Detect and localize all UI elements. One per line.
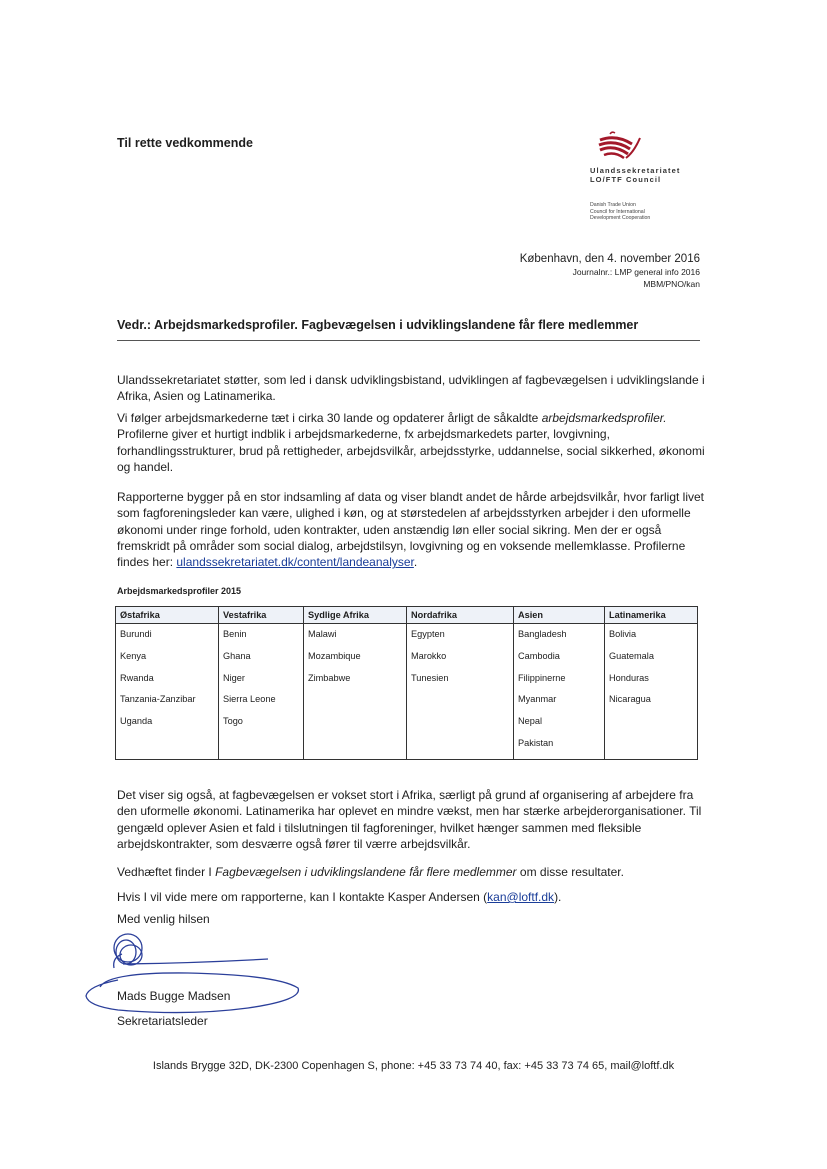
country-item: Bangladesh xyxy=(518,629,567,639)
signature-icon xyxy=(78,928,308,1018)
logo-sub-line: Development Cooperation xyxy=(590,215,651,222)
footer-address: Islands Brygge 32D, DK-2300 Copenhagen S, phone: +45 33 73 74 40, fax: +45 33 73 74 65, mail@loftf.dk xyxy=(152,1060,675,1072)
date-block xyxy=(520,252,700,290)
paragraph-text: Vedhæftet finder I xyxy=(117,865,216,879)
table-cell-vestafrika xyxy=(219,624,304,760)
table-cell-asien xyxy=(514,624,605,760)
country-item: Burundi xyxy=(120,629,152,639)
table-header-row xyxy=(116,607,698,624)
landeanalyser-link[interactable]: ulandssekretariatet.dk/content/landeanalyser xyxy=(176,555,414,570)
signer-title: Sekretariatsleder xyxy=(117,1014,208,1028)
logo-mark-icon xyxy=(596,130,644,164)
paragraph-text: ). xyxy=(554,890,562,904)
country-item: Tanzania-Zanzibar xyxy=(120,694,196,705)
country-item: Egypten xyxy=(411,629,445,639)
table-header-cell: Sydlige Afrika xyxy=(304,607,407,624)
paragraph-text: Rapporterne bygger på en stor indsamling af data og viser blandt andet de hårde arbejdsvilkår, hvor farligt livet som fagforeningsleder kan være, ulighed i køn, og at størstedelen af arbejdsstyrken arbejder i den uformelle økonomi under ringe forhold, uden kontrakter, uden anstændig løn eller social sikring. Men der er også fremskridt på områder som social dialog, arbejdstilsyn, lovgivning og en voksende mellemklasse. Profilerne findes her: xyxy=(117,490,705,570)
paragraph-text: . xyxy=(413,555,418,570)
table-title: Arbejdsmarkedsprofiler 2015 xyxy=(117,586,242,596)
paragraph-text: Vi følger arbejdsmarkederne tæt i cirka 30 lande og opdaterer årligt de såkaldte xyxy=(117,411,542,425)
table-cell-oestafrika xyxy=(116,624,219,760)
paragraph-reports xyxy=(117,489,707,570)
country-item: Honduras xyxy=(609,672,649,683)
logo-sub-line: Danish Trade Union xyxy=(590,202,636,208)
greeting: Til rette vedkommende xyxy=(117,136,253,150)
country-item: Pakistan xyxy=(518,737,554,748)
paragraph-italic-text: arbejdsmarkedsprofiler. xyxy=(541,411,667,425)
paragraph-attachment xyxy=(117,864,707,880)
subject-line: Vedr.: Arbejdsmarkedsprofiler. Fagbevægelsen i udviklingslandene får flere medlemmer xyxy=(117,318,639,332)
logo-sub-line: Council for International xyxy=(590,208,645,215)
table-header-cell: Østafrika xyxy=(116,607,219,624)
country-item: Nepal xyxy=(518,716,543,727)
table-cell-latinamerika xyxy=(605,624,698,760)
closing-salutation: Med venlig hilsen xyxy=(117,912,210,926)
country-item: Bolivia xyxy=(609,629,637,639)
country-item: Ghana xyxy=(223,650,251,661)
table-header-cell: Latinamerika xyxy=(605,607,698,624)
paragraph-profiles xyxy=(117,410,707,475)
country-item: Cambodia xyxy=(518,650,560,661)
country-item: Uganda xyxy=(120,716,153,727)
country-item: Zimbabwe xyxy=(308,672,351,683)
country-item: Marokko xyxy=(411,650,447,661)
paragraph-contact xyxy=(117,889,707,905)
country-item: Myanmar xyxy=(518,694,557,705)
country-item: Niger xyxy=(223,672,245,683)
country-item: Malawi xyxy=(308,629,337,639)
table-header-cell: Nordafrika xyxy=(407,607,514,624)
country-item: Rwanda xyxy=(120,672,154,683)
paragraph-italic-text: Fagbevægelsen i udviklingslandene får flere medlemmer xyxy=(215,865,517,879)
paragraph-text: om disse resultater. xyxy=(516,865,624,879)
contact-email-link[interactable]: kan@loftf.dk xyxy=(487,890,555,904)
country-item: Togo xyxy=(223,716,243,727)
paragraph-text: Profilerne giver et hurtigt indblik i arbejdsmarkederne, fx arbejdsmarkedets parter, lovgivning, forhandlingsstrukturer, brud på rettigheder, arbejdsvilkår, arbejdsstyrke, uddannelse, social sikkerhed, økonomi og handel. xyxy=(117,427,705,474)
reference-initials: MBM/PNO/kan xyxy=(643,279,700,289)
letter-date: København, den 4. november 2016 xyxy=(519,253,700,265)
table-cell-nordafrika xyxy=(407,624,514,760)
paragraph-intro: Ulandssekretariatet støtter, som led i dansk udviklingsbistand, udviklingen af fagbevægelsen i udviklingslande i Afrika, Asien og Latinamerika. xyxy=(117,373,705,404)
journal-number: Journalnr.: LMP general info 2016 xyxy=(572,267,700,277)
table-cell-sydlige-afrika xyxy=(304,624,407,760)
paragraph-findings: Det viser sig også, at fagbevægelsen er vokset stort i Afrika, særligt på grund af organisering af arbejdere fra den uformelle økonomi. Latinamerika har oplevet en mindre vækst, men har stærke arbejderorganisationer. Til gengæld oplever Asien et fald i tilslutningen til fagforeninger, hvilket hænger sammen med fleksible arbejdskontrakter, som desværre også fører til værre arbejdsvilkår. xyxy=(117,788,702,851)
paragraph-text: Hvis I vil vide mere om rapporterne, kan I kontakte Kasper Andersen ( xyxy=(117,890,488,904)
profiles-table xyxy=(115,606,698,760)
country-item: Sierra Leone xyxy=(223,694,276,705)
table-header-cell: Vestafrika xyxy=(219,607,304,624)
table-header-cell: Asien xyxy=(514,607,605,624)
country-item: Guatemala xyxy=(609,650,654,661)
table-row xyxy=(116,624,698,760)
country-item: Filippinerne xyxy=(518,672,566,683)
logo-org-council: LO/FTF Council xyxy=(590,175,662,184)
signer-name: Mads Bugge Madsen xyxy=(117,989,231,1003)
country-item: Mozambique xyxy=(308,650,361,661)
subject-divider xyxy=(117,340,700,341)
logo-org-name: Ulandssekretariatet xyxy=(590,166,681,175)
country-item: Tunesien xyxy=(411,672,449,683)
country-item: Nicaragua xyxy=(609,694,651,705)
country-item: Kenya xyxy=(120,650,147,661)
country-item: Benin xyxy=(223,629,247,639)
